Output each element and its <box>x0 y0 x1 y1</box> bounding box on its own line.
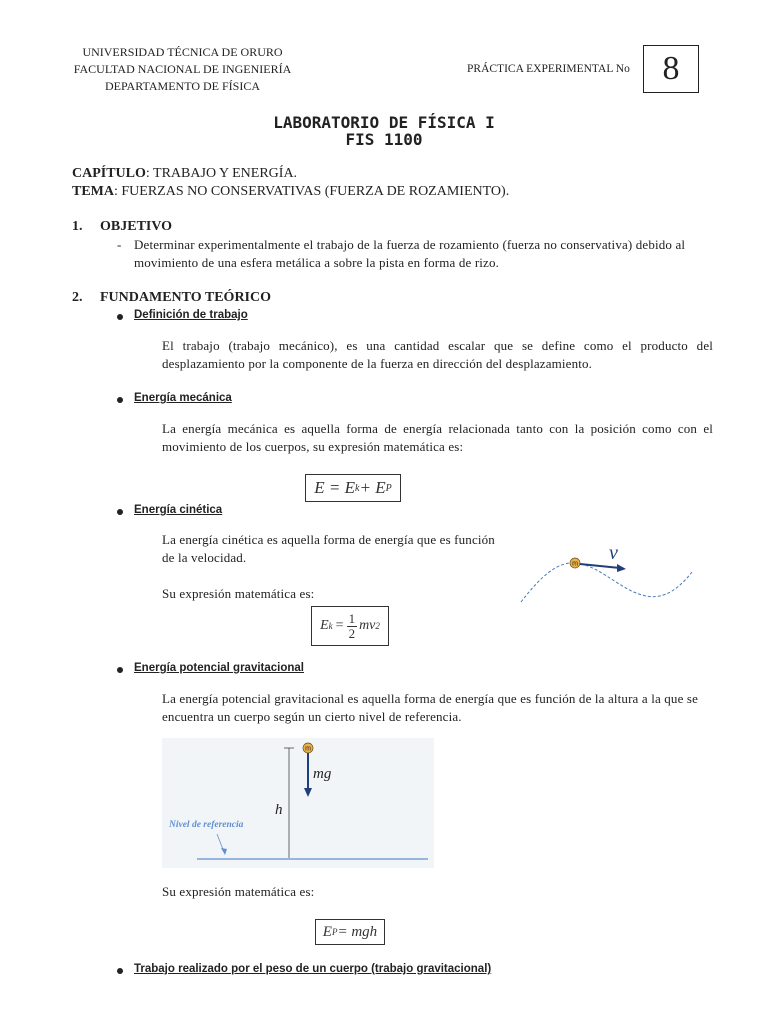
reference-label: Nivel de referencia <box>169 820 244 830</box>
section-title: OBJETIVO <box>100 219 173 234</box>
objetivo-dash: - <box>117 237 122 252</box>
chapter-line <box>72 165 297 182</box>
topic-gravitacional-title: Trabajo realizado por el peso de un cuerpo (trabajo gravitacional) <box>134 963 492 975</box>
topic-mecanica-title: Energía mecánica <box>134 392 232 404</box>
topic-potencial-text: La energía potencial gravitacional es aquella forma de energía que es función de la altura a la que se encuentra un cuerpo según un cierto nivel de referencia. <box>162 691 699 724</box>
height-label: h <box>275 802 283 818</box>
mass-label: m <box>305 745 311 753</box>
topic-label: TEMA <box>72 184 114 199</box>
pointer-arrowhead-icon <box>221 848 227 855</box>
practica-number-box <box>643 45 699 93</box>
topic-trabajo-text: El trabajo (trabajo mecánico), es una cantidad escalar que se define como el producto del desplazamiento por la componente de la fuerza en dirección del desplazamiento. <box>162 338 713 371</box>
bullet-icon <box>117 509 123 515</box>
section-number: 2. <box>72 290 83 305</box>
university-name: UNIVERSIDAD TÉCNICA DE ORURO <box>82 45 283 59</box>
title-line-1: LABORATORIO DE FÍSICA I <box>273 113 495 132</box>
bullet-icon <box>117 314 123 320</box>
topic-cinetica-text: La energía cinética es aquella forma de energía que es función de la velocidad. <box>162 532 495 565</box>
title-line-2: FIS 1100 <box>345 130 423 149</box>
potential-energy-diagram <box>162 738 434 868</box>
objetivo-text: Determinar experimentalmente el trabajo de la fuerza de rozamiento (fuerza no conservativa) debido al movimiento de una esfera metálica a sobre la pista en forma de rizo. <box>134 237 686 270</box>
velocity-arrow <box>580 564 620 568</box>
weight-label: mg <box>313 766 332 782</box>
bullet-icon <box>117 667 123 673</box>
trajectory-curve <box>521 560 692 602</box>
practica-label: PRÁCTICA EXPERIMENTAL No <box>467 63 630 75</box>
mass-label: m <box>572 560 578 568</box>
chapter-label: CAPÍTULO <box>72 166 146 181</box>
section-objetivo-heading <box>72 219 172 235</box>
topic-mecanica-text: La energía mecánica es aquella forma de energía relacionada tanto con la posición como con el movimiento de los cuerpos, su expresión matemática es: <box>162 421 713 454</box>
potencial-expr-label: Su expresión matemática es: <box>162 884 315 899</box>
arrowhead-icon <box>304 788 312 797</box>
practica-number: 8 <box>662 50 680 87</box>
topic-potencial-title: Energía potencial gravitacional <box>134 662 304 674</box>
topic-line <box>72 183 509 200</box>
bullet-icon <box>117 968 123 974</box>
chapter-value: : TRABAJO Y ENERGÍA. <box>145 166 298 181</box>
section-fundamento-heading <box>72 290 271 306</box>
formula-energia-cinetica: E k = $\frac{1}{2}$ mv 2 <box>311 606 389 646</box>
formula-energia-potencial: E P = mgh <box>315 919 385 945</box>
section-title: FUNDAMENTO TEÓRICO <box>100 290 272 305</box>
page-title <box>0 114 768 148</box>
department-name: DEPARTAMENTO DE FÍSICA <box>104 79 260 93</box>
bullet-icon <box>117 397 123 403</box>
topic-cinetica-title: Energía cinética <box>134 504 223 516</box>
cinetica-expr-label: Su expresión matemática es: <box>162 586 315 601</box>
velocity-label: v <box>609 542 618 564</box>
arrowhead-icon <box>617 564 626 572</box>
section-number: 1. <box>72 219 83 234</box>
topic-trabajo-title: Definición de trabajo <box>134 309 248 321</box>
velocity-diagram <box>516 536 698 608</box>
faculty-name: FACULTAD NACIONAL DE INGENIERÍA <box>73 62 292 76</box>
institution-block <box>60 44 305 95</box>
topic-value: : FUERZAS NO CONSERVATIVAS (FUERZA DE ROZAMIENTO). <box>114 184 510 199</box>
formula-energia-mecanica: E = E k + E P <box>305 474 401 502</box>
